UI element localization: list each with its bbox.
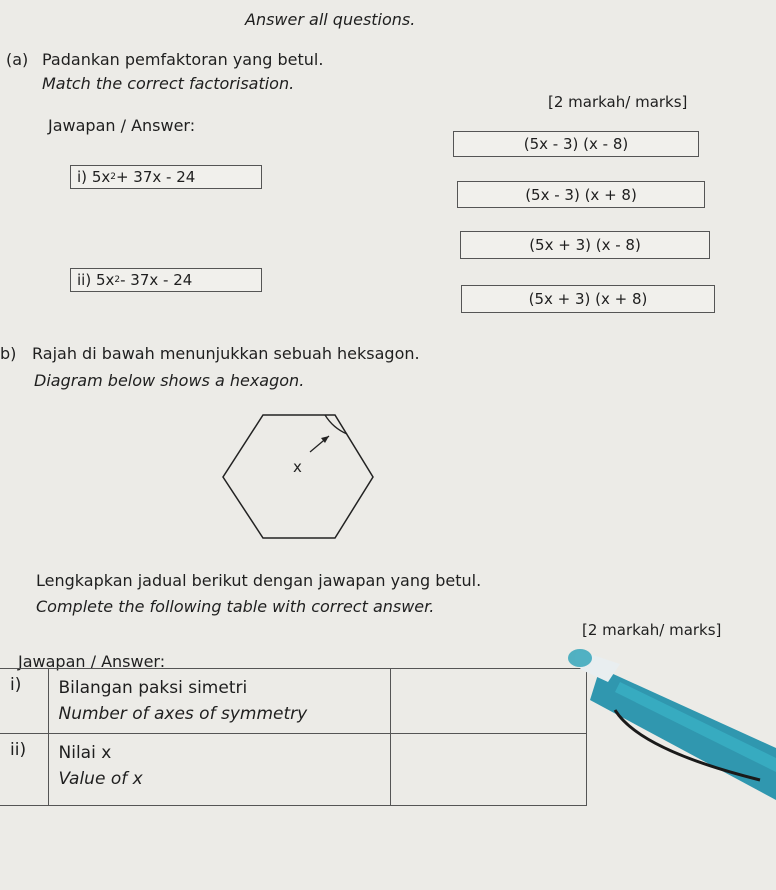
question-box-i: i) 5x 2 + 37x - 24 bbox=[70, 165, 262, 189]
header-text: Answer all questions. bbox=[245, 10, 416, 29]
row-num-text: ii) bbox=[10, 740, 27, 760]
row-label bbox=[48, 669, 390, 734]
part-b-complete-en: Complete the following table with correct answer. bbox=[36, 597, 435, 616]
hexagon-shape bbox=[223, 415, 373, 538]
hexagon-diagram bbox=[215, 410, 380, 545]
question-expr-pre: 5x bbox=[95, 271, 115, 289]
row-num bbox=[0, 669, 48, 734]
table-row bbox=[0, 734, 586, 806]
question-num: i) bbox=[77, 168, 88, 186]
part-b-instruction-ms: Rajah di bawah menunjukkan sebuah heksagon. bbox=[32, 344, 420, 363]
answer-cell[interactable] bbox=[390, 734, 586, 806]
option-box-2[interactable]: (5x - 3) (x + 8) bbox=[457, 181, 705, 208]
question-expr-post: - 37x - 24 bbox=[120, 271, 193, 289]
option-box-4[interactable]: (5x + 3) (x + 8) bbox=[461, 285, 715, 313]
question-num: ii) bbox=[77, 271, 92, 289]
row-label-en: Value of x bbox=[58, 769, 143, 789]
question-expr-pre: 5x bbox=[91, 168, 111, 186]
row-num bbox=[0, 734, 48, 806]
part-b-complete-ms: Lengkapkan jadual berikut dengan jawapan yang betul. bbox=[36, 571, 482, 590]
angle-label: x bbox=[293, 458, 302, 476]
table-row bbox=[0, 669, 586, 734]
row-label-ms: Nilai x bbox=[58, 743, 112, 763]
question-expr-post: + 37x - 24 bbox=[115, 168, 196, 186]
part-a-answer-label: Jawapan / Answer: bbox=[48, 116, 196, 135]
part-a-instruction-ms: Padankan pemfaktoran yang betul. bbox=[42, 50, 324, 69]
row-label bbox=[48, 734, 390, 806]
part-a-instruction-en: Match the correct factorisation. bbox=[42, 74, 295, 93]
part-b-label: b) bbox=[0, 344, 17, 363]
answer-table bbox=[0, 668, 587, 806]
row-num-text: i) bbox=[10, 675, 22, 695]
part-a-label: (a) bbox=[6, 50, 29, 69]
row-label-en: Number of axes of symmetry bbox=[58, 704, 308, 724]
pen-image bbox=[560, 630, 776, 800]
answer-cell[interactable] bbox=[390, 669, 586, 734]
question-box-ii: ii) 5x 2 - 37x - 24 bbox=[70, 268, 262, 292]
part-b-marks: [2 markah/ marks] bbox=[582, 621, 722, 639]
row-label-ms: Bilangan paksi simetri bbox=[58, 678, 248, 698]
part-b-instruction-en: Diagram below shows a hexagon. bbox=[34, 371, 305, 390]
part-a-marks: [2 markah/ marks] bbox=[548, 93, 688, 111]
option-box-1[interactable]: (5x - 3) (x - 8) bbox=[453, 131, 699, 157]
option-box-3[interactable]: (5x + 3) (x - 8) bbox=[460, 231, 710, 259]
part-b-answer-label: Jawapan / Answer: bbox=[18, 652, 166, 671]
